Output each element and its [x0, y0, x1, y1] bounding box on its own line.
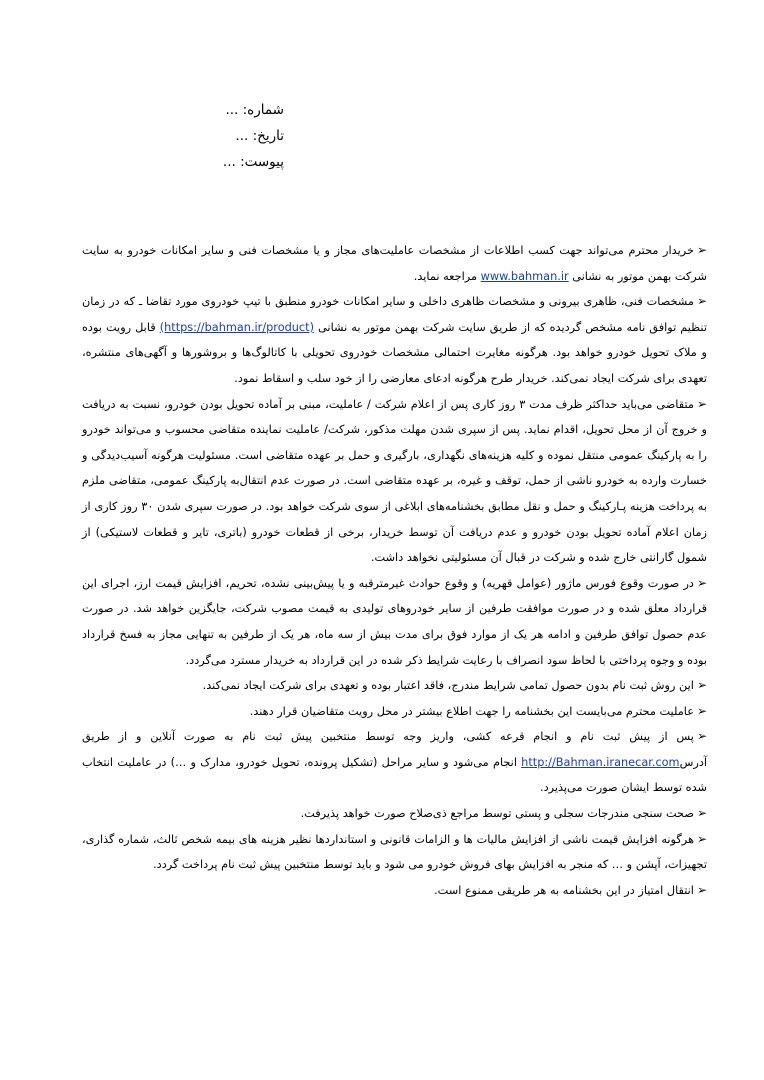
document-body	[82, 238, 707, 903]
arrow-bullet-icon: ➢	[696, 729, 707, 744]
clause-paragraph	[82, 801, 707, 827]
clause-paragraph	[82, 878, 707, 904]
letter-header	[150, 97, 284, 175]
clause-paragraph	[82, 289, 707, 391]
arrow-bullet-icon: ➢	[696, 243, 707, 257]
clause-text-continued: انجام می‌شود و سایر مراحل (تشکیل پرونده، تحویل خودرو، مدارک و …) در عاملیت انتخاب شده توسط ایشان صورت می‌پذیرد.	[82, 755, 707, 795]
clause-text: این روش ثبت نام بدون حصول تمامی شرایط مندرج، فاقد اعتبار بوده و تعهدی برای شرکت ایجاد نمی‌کند.	[202, 679, 694, 693]
arrow-bullet-icon: ➢	[696, 882, 707, 897]
arrow-bullet-icon: ➢	[696, 806, 707, 821]
clause-text: مشخصات فنی، ظاهری بیرونی و مشخصات ظاهری داخلی و سایر امکانات خودرو منطبق با تیپ خودروی مورد تقاضا ـ که در زمان تنظیم توافق نامه مشخص گردیده که از طریق سایت شرکت بهمن موتور به نشانی	[82, 295, 707, 334]
arrow-bullet-icon: ➢	[696, 831, 707, 846]
clause-text: عاملیت محترم می‌بایست این بخشنامه را جهت اطلاع بیشتر در محل رویت متقاضیان قرار دهند.	[249, 704, 694, 718]
clause-link[interactable]: http://Bahman.iranecar.com	[521, 755, 680, 769]
letter-date: تاریخ: ...	[235, 128, 284, 144]
arrow-bullet-icon: ➢	[696, 678, 707, 693]
clause-text: پس از پیش ثبت نام و انجام قرعه کشی، واریز وجه توسط منتخبین پیش ثبت نام به صورت آنلاین و از طریق آدرس	[82, 730, 707, 769]
clause-paragraph	[82, 724, 707, 801]
arrow-bullet-icon: ➢	[696, 575, 707, 590]
clause-text: در صورت وقوع فورس ماژور (عوامل قهریه) و وقوع حوادث غیرمترقبه و یا پیش‌بینی نشده، تحریم، افزایش قیمت ارز، اجرای این قرارداد معلق شده و در صورت موافقت طرفین از سایر خودروهای تولیدی به قیمت مصوب شرکت، جایگزین خواهد شد. در صورت عدم حصول توافق طرفین و ادامه هر یک از موارد فوق برای مدت بیش از سه ماه، هر یک از طرفین به تنهایی مجاز به فسخ قرارداد بوده و وجوه پرداختی با لحاظ سود انصراف با رعایت شرایط ذکر شده در این قرارداد به خریدار مسترد می‌گردد.	[82, 576, 707, 667]
clause-paragraph	[82, 571, 707, 673]
letter-attachment: پیوست: ...	[222, 154, 284, 170]
clause-link[interactable]: www.bahman.ir	[480, 269, 569, 283]
arrow-bullet-icon: ➢	[696, 396, 707, 411]
letter-number: شماره: ...	[225, 102, 284, 118]
clause-text: خریدار محترم می‌تواند جهت کسب اطلاعات از مشخصات عاملیت‌های مجاز و یا مشخصات فنی و سایر امکانات خودرو به سایت شرکت بهمن موتور به نشانی	[82, 244, 707, 283]
clause-paragraph	[82, 699, 707, 725]
clause-text: انتقال امتیاز در این بخشنامه به هر طریقی ممنوع است.	[434, 883, 694, 897]
clause-link[interactable]: (https://bahman.ir/product)	[159, 320, 314, 334]
clause-text-continued: مراجعه نماید.	[413, 269, 481, 283]
clause-text: متقاضی می‌باید حداکثر ظرف مدت ۳ روز کاری پس از اعلام شرکت / عاملیت، مبنی بر آماده تحویل بودن خودرو، نسبت به دریافت و خروج آن از محل تحویل، اقدام نماید. پس از سپری شدن مهلت مذکور، شرکت/ عاملیت نماینده متقاضی محسوب و می‌تواند خودرو را به پارکینگ عمومی منتقل نموده و کلیه هزینه‌های نگهداری، بارگیری و حمل بر عهده متقاضی است. مسئولیت هرگونه آسیب‌دیدگی و خسارت وارده به خودرو ناشی از حمل، توقف و غیره، بر عهده متقاضی است. در صورت عدم انتقال‌به پارکینگ عمومی، متقاضی ملزم به پرداخت هزینه پـارکینگ و حمل و نقل مطابق بخشنامه‌های ابلاغی از سوی شرکت خواهد بود. در صورت سپری شدن ۳۰ روز کاری از زمان اعلام آماده تحویل بودن خودرو و عدم دریافت آن توسط خریدار، برخی از قطعات خودرو (باتری، تایر و قطعات لاستیکی) از شمول گارانتی خارج شده و شرکت در قبال آن مسئولیتی نخواهد داشت.	[82, 397, 707, 565]
clause-text: صحت سنجی مندرجات سجلی و پستی توسط مراجع ذی‌صلاح صورت خواهد پذیرفت.	[300, 807, 694, 821]
arrow-bullet-icon: ➢	[696, 703, 707, 718]
clause-paragraph	[82, 827, 707, 878]
clause-paragraph	[82, 392, 707, 571]
clause-text: هرگونه افزایش قیمت ناشی از افزایش مالیات ها و الزامات قانونی و استانداردها نظیر هزینه های بیمه شخص ثالث، شماره گذاری، تجهیزات، آپشن و … که منجر به افزایش بهای فروش خودرو می شود و باید توسط منتخبین پیش ثبت نام پرداخت گردد.	[82, 832, 707, 872]
clause-text-continued: قابل رویت بوده و ملاک تحویل خودرو خواهد بود. هرگونه مغایرت احتمالی مشخصات خودروی تحویلی با کاتالوگ‌ها و بروشورها و آگهی‌های منتشره، تعهدی برای شرکت ایجاد نمی‌کند. خریدار طرح هرگونه ادعای معارضی را از خود سلب و اسقاط نمود.	[82, 320, 707, 385]
clause-paragraph	[82, 238, 707, 289]
arrow-bullet-icon: ➢	[696, 294, 707, 309]
clause-paragraph	[82, 673, 707, 699]
